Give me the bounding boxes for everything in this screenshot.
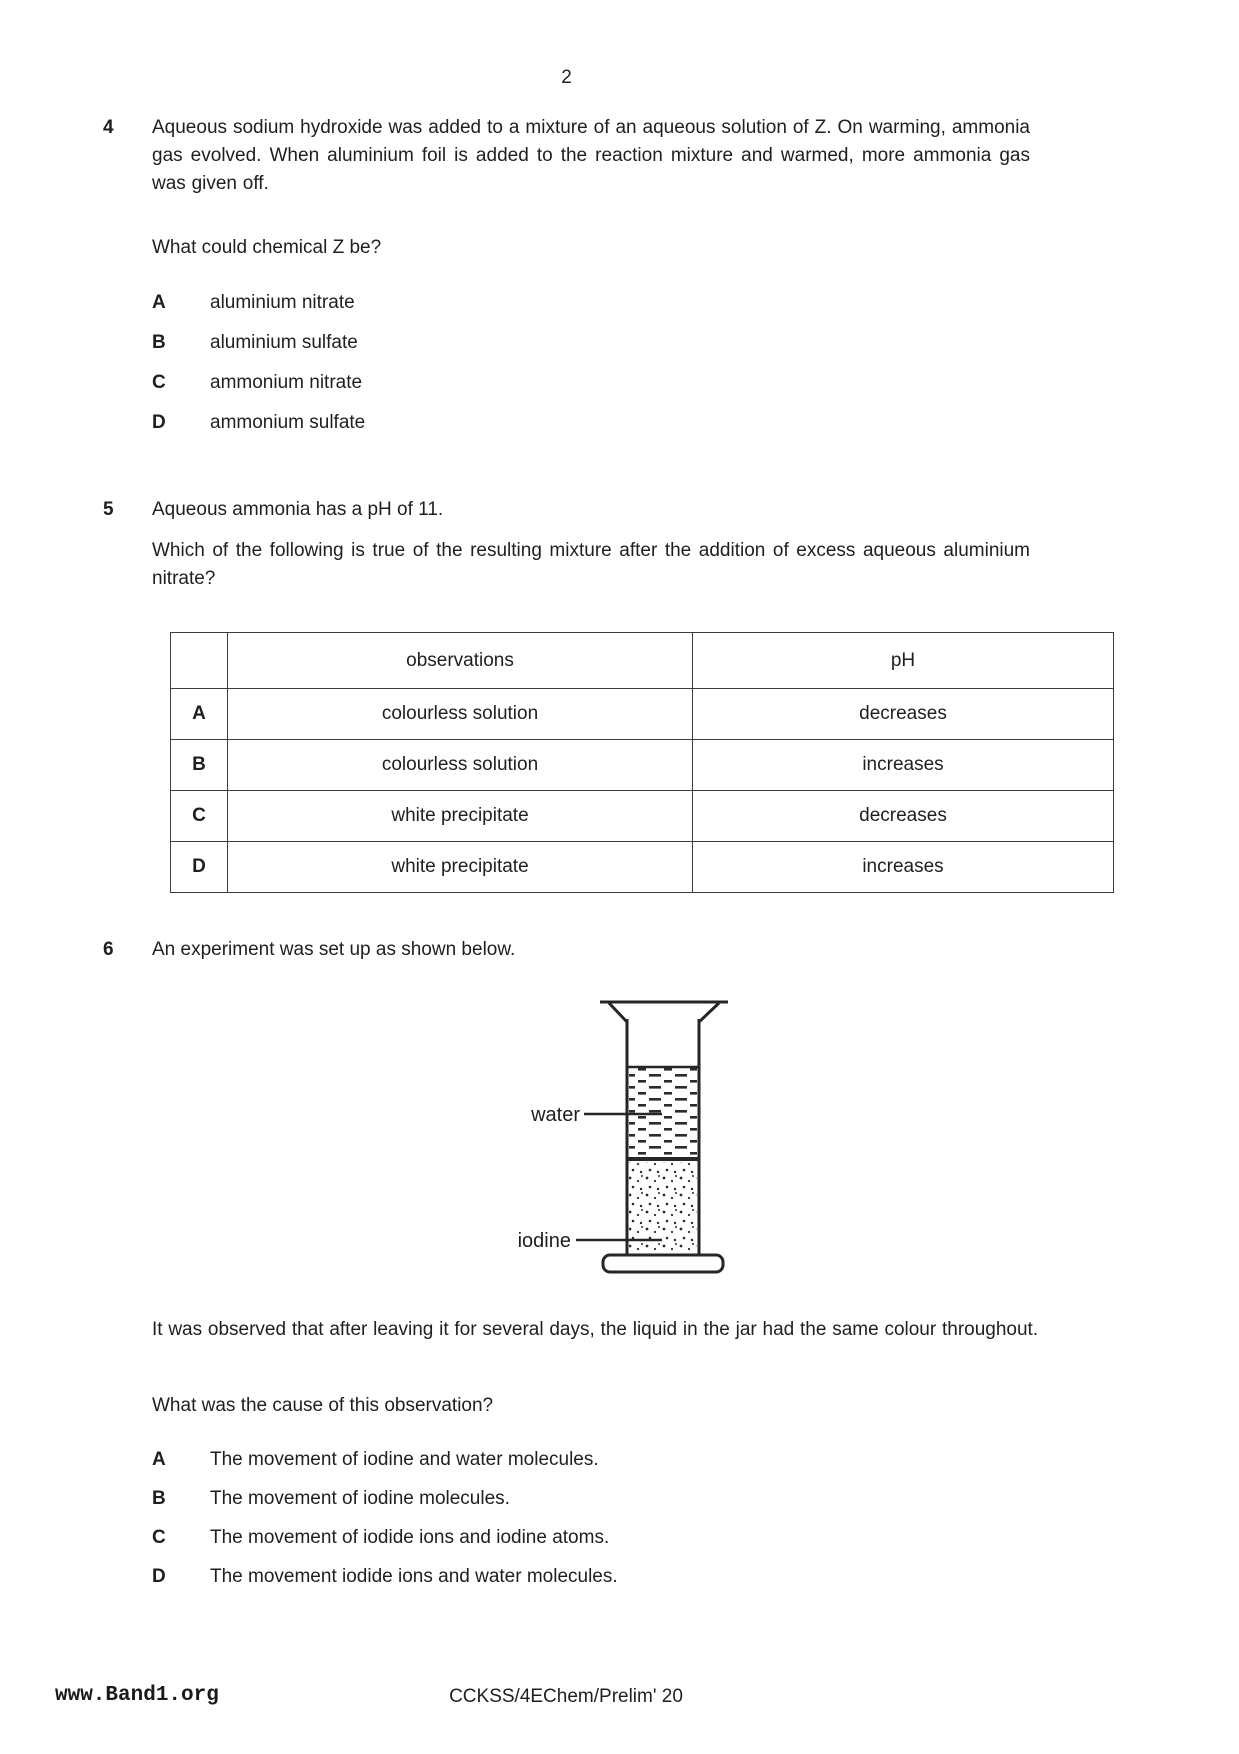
question-4-number: 4 xyxy=(103,117,114,138)
page-number: 2 xyxy=(561,67,572,88)
option-letter: B xyxy=(152,332,166,353)
option-text: aluminium sulfate xyxy=(210,332,358,353)
row-letter: B xyxy=(171,740,228,791)
header-ph-cell: pH xyxy=(693,633,1114,689)
header-observations-cell: observations xyxy=(228,633,693,689)
ph-cell: increases xyxy=(693,842,1114,893)
option-row xyxy=(152,369,1030,397)
ph-cell: increases xyxy=(693,740,1114,791)
observation-cell: white precipitate xyxy=(228,791,693,842)
question-5-text: Aqueous ammonia has a pH of 11. xyxy=(152,499,444,520)
option-letter: A xyxy=(152,292,166,313)
row-letter: D xyxy=(171,842,228,893)
option-letter: B xyxy=(152,1488,166,1509)
answer-table xyxy=(170,632,1114,893)
question-5-number: 5 xyxy=(103,499,114,520)
option-letter: A xyxy=(152,1449,166,1470)
row-letter: C xyxy=(171,791,228,842)
footer-website: www.Band1.org xyxy=(55,1684,219,1707)
option-text: The movement of iodide ions and iodine atoms. xyxy=(210,1527,610,1548)
option-text: ammonium nitrate xyxy=(210,372,363,393)
table-row xyxy=(171,842,1114,893)
table-row xyxy=(171,791,1114,842)
water-layer xyxy=(629,1067,697,1158)
question-5-prompt: Which of the following is true of the resulting mixture after the addition of excess aqueous aluminium nitrate? xyxy=(152,540,1030,589)
question-6-number: 6 xyxy=(103,939,114,960)
header-label-cell xyxy=(171,633,228,689)
option-letter: C xyxy=(152,372,166,393)
observation-cell: white precipitate xyxy=(228,842,693,893)
jar-base xyxy=(603,1255,723,1272)
table-row xyxy=(171,740,1114,791)
table-row xyxy=(171,689,1114,740)
option-row xyxy=(152,329,1030,357)
table-header-row xyxy=(171,633,1114,689)
observation-cell: colourless solution xyxy=(228,740,693,791)
question-4-text: Aqueous sodium hydroxide was added to a mixture of an aqueous solution of Z. On warming, ammonia gas evolved. When aluminium foil is added to the reaction mixture and warmed, more ammonia gas was given off. xyxy=(152,117,1030,194)
question-6-text: An experiment was set up as shown below. xyxy=(152,939,516,960)
option-text: ammonium sulfate xyxy=(210,412,366,433)
iodine-label: iodine xyxy=(517,1230,571,1252)
observation-cell: colourless solution xyxy=(228,689,693,740)
ph-cell: decreases xyxy=(693,689,1114,740)
option-row xyxy=(152,409,1030,437)
question-6-options xyxy=(152,1446,1052,1602)
question-4-prompt: What could chemical Z be? xyxy=(152,237,382,258)
option-text: The movement of iodine and water molecules. xyxy=(210,1449,599,1470)
option-letter: C xyxy=(152,1527,166,1548)
option-text: The movement iodide ions and water molecules. xyxy=(210,1566,618,1587)
option-text: aluminium nitrate xyxy=(210,292,355,313)
option-letter: D xyxy=(152,1566,166,1587)
question-6-prompt: What was the cause of this observation? xyxy=(152,1395,494,1416)
question-4-options xyxy=(152,289,1030,449)
option-row xyxy=(152,289,1030,317)
question-6-observation: It was observed that after leaving it for several days, the liquid in the jar had the same colour throughout. xyxy=(152,1319,1039,1340)
iodine-layer xyxy=(629,1162,697,1256)
option-row xyxy=(152,1485,1052,1513)
option-row xyxy=(152,1563,1052,1591)
option-row xyxy=(152,1446,1052,1474)
row-letter: A xyxy=(171,689,228,740)
option-text: The movement of iodine molecules. xyxy=(210,1488,510,1509)
gas-jar-diagram xyxy=(440,988,740,1288)
ph-cell: decreases xyxy=(693,791,1114,842)
footer-paper-code: CCKSS/4EChem/Prelim' 20 xyxy=(449,1686,683,1707)
option-letter: D xyxy=(152,412,166,433)
water-label: water xyxy=(531,1104,580,1126)
option-row xyxy=(152,1524,1052,1552)
